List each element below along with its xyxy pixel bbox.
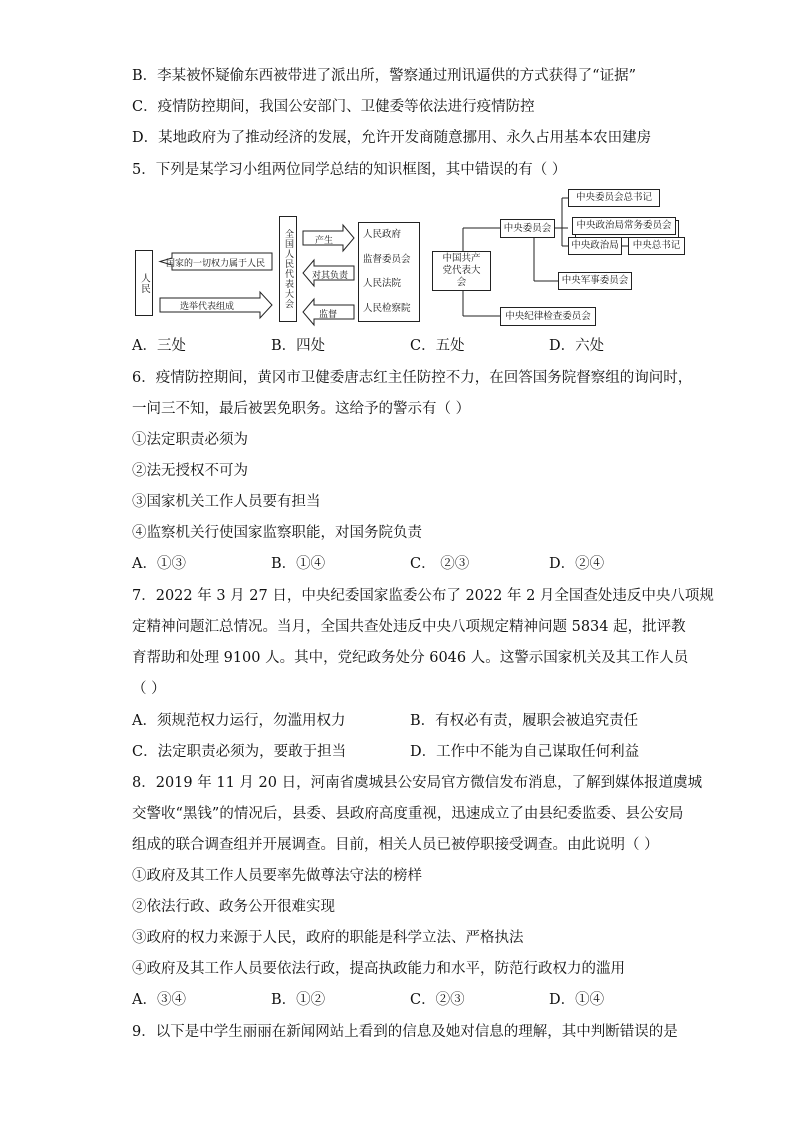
central-committee-label: 中央委员会: [503, 222, 552, 234]
q8-option-c: C．②③: [410, 992, 465, 1008]
q6-stem-1: 6．疫情防控期间，黄冈市卫健委唐志红主任防控不力，在回答国务院督察组的询问时，: [132, 370, 693, 386]
people-label: 人民: [139, 272, 150, 294]
q8-stem-3: 组成的联合调查组并开展调查。目前，相关人员已被停职接受调查。由此说明（ ）: [132, 837, 659, 853]
state-organs-box: [358, 222, 420, 322]
arrow-produce-label: 产生: [315, 236, 334, 246]
q4-option-d: D．某地政府为了推动经济的发展，允许开发商随意挪用、永久占用基本农田建房: [132, 130, 652, 146]
q5-option-a: A．三处: [132, 338, 186, 354]
q7-option-d: D．工作中不能为自己谋取任何利益: [410, 744, 640, 760]
people-box: [135, 250, 153, 316]
q6-stem-2: 一问三不知，最后被罢免职务。这给予的警示有（ ）: [132, 401, 471, 417]
central-committee-box: [500, 219, 555, 238]
standing-committee-label: 中央政治局常务委员会: [576, 220, 672, 231]
q8-option-d: D．①④: [549, 992, 605, 1008]
q6-item-3: ③国家机关工作人员要有担当: [132, 494, 321, 510]
military-commission-label: 中央军事委员会: [561, 275, 629, 286]
q7-stem-1: 7．2022 年 3 月 27 日，中央纪委国家监委公布了 2022 年 2 月全国查处违反中央八项规: [132, 588, 714, 604]
npc-label: 全国人民代表大会: [283, 229, 293, 309]
party-congress-label: 中国共产党代表大会: [442, 253, 481, 288]
organ-supervision: 监督委员会: [363, 253, 411, 265]
party-congress-box: [432, 251, 491, 291]
gen-sec-committee-label: 中央委员会总书记: [575, 192, 652, 203]
q6-option-a: A．①③: [132, 556, 186, 572]
q7-option-b: B．有权必有责，履职会被追究责任: [410, 713, 639, 729]
q8-stem-2: 交警收“黑钱”的情况后，县委、县政府高度重视，迅速成立了由县纪委监委、县公安局: [132, 806, 684, 822]
q7-stem-2: 定精神问题汇总情况。当月，全国共查处违反中央八项规定精神问题 5834 起，批评教: [132, 619, 686, 635]
gen-sec-committee-box: [568, 189, 660, 207]
q9-stem-1: 9．以下是中学生丽丽在新闻网站上看到的信息及她对信息的理解，其中判断错误的是: [132, 1024, 678, 1040]
q6-item-2: ②法无授权不可为: [132, 463, 248, 479]
arrow-supervise-label: 监督: [319, 310, 338, 320]
q7-option-c: C．法定职责必须为，要敢于担当: [132, 744, 347, 760]
q8-item-2: ②依法行政、政务公开很难实现: [132, 899, 335, 915]
q6-option-d: D．②④: [549, 556, 605, 572]
q8-item-1: ①政府及其工作人员要率先做尊法守法的榜样: [132, 868, 422, 884]
q6-option-b: B．①④: [271, 556, 326, 572]
arrow-elect-label: 选举代表组成: [180, 302, 235, 312]
military-commission-box: [558, 272, 632, 290]
arrow-power-label: 国家的一切权力属于人民: [166, 259, 266, 269]
arrow-responsible-label: 对其负责: [312, 271, 349, 281]
q6-item-4: ④监察机关行使国家监察职能，对国务院负责: [132, 525, 422, 541]
npc-box: [279, 216, 297, 322]
gen-sec-box: [628, 237, 685, 255]
q7-option-a: A．须规范权力运行，勿滥用权力: [132, 713, 346, 729]
q7-stem-3: 育帮助和处理 9100 人。其中，党纪政务处分 6046 人。这警示国家机关及其工作人员: [132, 650, 689, 666]
q5-option-d: D．六处: [549, 338, 605, 354]
organ-court: 人民法院: [363, 278, 402, 290]
q5-option-c: C．五处: [410, 338, 465, 354]
politburo-label: 中央政治局: [571, 240, 619, 251]
q6-item-1: ①法定职责必须为: [132, 432, 248, 448]
q8-stem-1: 8．2019 年 11 月 20 日，河南省虞城县公安局官方微信发布消息，了解到媒体报道虞城: [132, 775, 703, 791]
organ-government: 人民政府: [363, 229, 402, 241]
politburo-box: [568, 237, 622, 255]
q8-option-a: A．③④: [132, 992, 186, 1008]
discipline-commission-label: 中央纪律检查委员会: [505, 310, 591, 322]
organ-procuratorate: 人民检察院: [363, 302, 411, 314]
q8-item-3: ③政府的权力来源于人民，政府的职能是科学立法、严格执法: [132, 930, 524, 946]
q7-stem-4: （ ）: [132, 681, 166, 697]
q4-option-b: B．李某被怀疑偷东西被带进了派出所，警察通过刑讯逼供的方式获得了“证据”: [132, 68, 636, 84]
discipline-commission-box: [500, 307, 596, 326]
q4-option-c: C．疫情防控期间，我国公安部门、卫健委等依法进行疫情防控: [132, 99, 535, 115]
q5-stem: 5．下列是某学习小组两位同学总结的知识框图，其中错误的有（ ）: [132, 162, 567, 178]
q6-option-c: C． ②③: [410, 556, 470, 572]
q5-option-b: B．四处: [271, 338, 326, 354]
standing-committee-box: [572, 217, 676, 235]
q8-option-b: B．①②: [271, 992, 326, 1008]
q8-item-4: ④政府及其工作人员要依法行政，提高执政能力和水平，防范行政权力的滥用: [132, 961, 625, 977]
gen-sec-label: 中央总书记: [632, 240, 681, 251]
